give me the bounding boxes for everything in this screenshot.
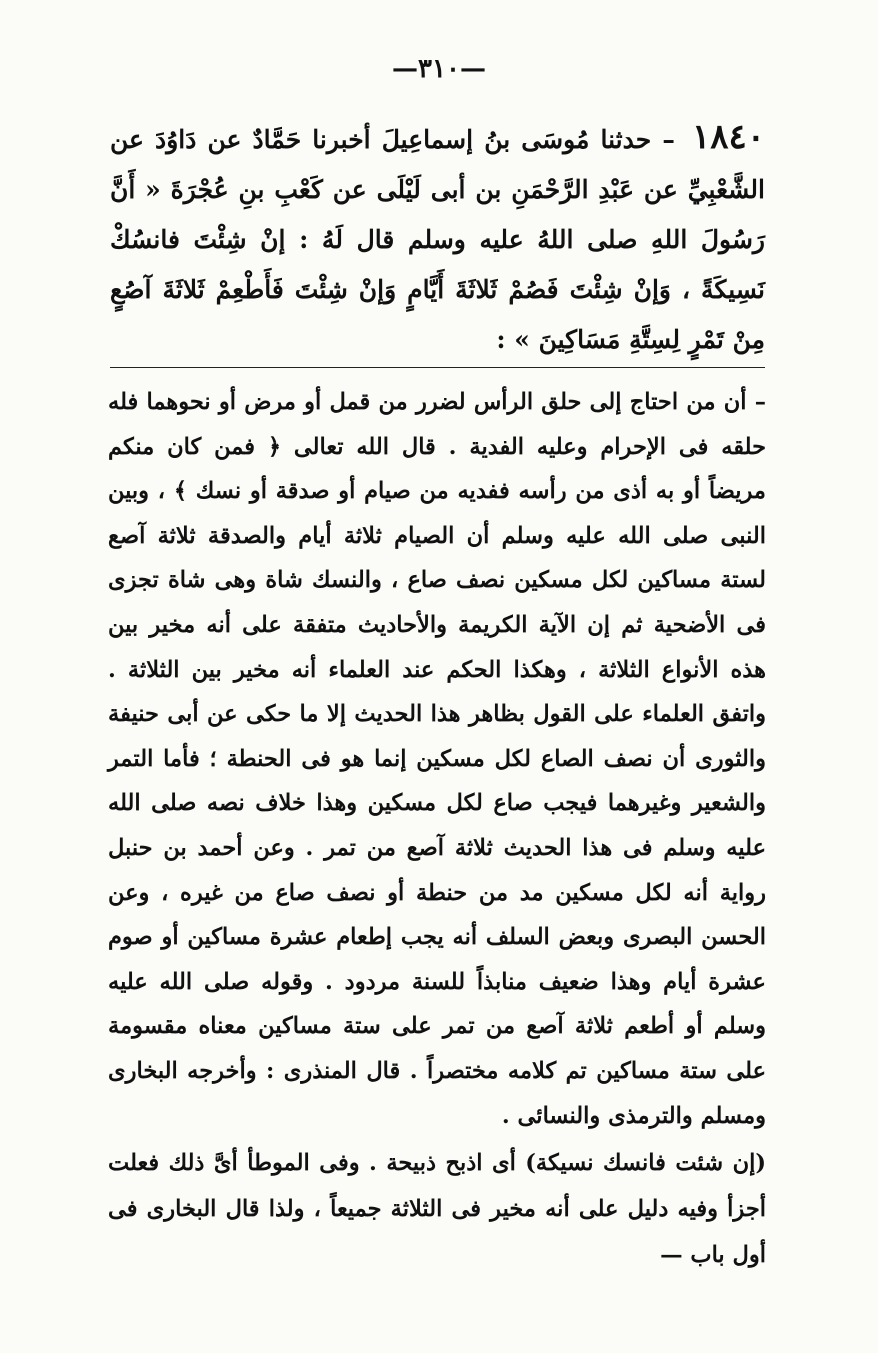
hadith-number: ١٨٤٠ [691, 117, 765, 157]
hadith-block [110, 112, 765, 365]
commentary-paragraph: – أن من احتاج إلى حلق الرأس لضرر من قمل أو مرض أو نحوهما فله حلقه فى الإحرام وعليه الفدية . قال الله تعالى ﴿ فمن كان منكم مريضاً أو به أذى من رأسه ففديه من صيام أو صدقة أو نسك ﴾ ، وبين النبى صلى الله عليه وسلم أن الصيام ثلاثة أيام والصدقة ثلاثة آصع لستة مساكين لكل مسكين نصف صاع ، والنسك شاة وهى شاة تجزى فى الأضحية ثم إن الآية الكريمة والأحاديث متفقة على أنه مخير بين هذه الأنواع الثلاثة ، وهكذا الحكم عند العلماء أنه مخير بين الثلاثة . واتفق العلماء على القول بظاهر هذا الحديث إلا ما حكى عن أبى حنيفة والثورى أن نصف الصاع لكل مسكين إنما هو فى الحنطة ؛ فأما التمر والشعير وغيرهما فيجب صاع لكل مسكين وهذا خلاف نصه صلى الله عليه وسلم فى هذا الحديث ثلاثة آصع من تمر . وعن أحمد بن حنبل رواية أنه لكل مسكين مد من حنطة أو نصف صاع من غيره ، وعن الحسن البصرى وبعض السلف أنه يجب إطعام عشرة مساكين أو صوم عشرة أيام وهذا ضعيف منابذاً للسنة مردود . وقوله صلى الله عليه وسلم أو أطعم ثلاثة آصع من تمر على ستة مساكين معناه مقسومة على ستة مساكين تم كلامه مختصراً . قال المنذرى : وأخرجه البخارى ومسلم والترمذى والنسائى . [108, 389, 766, 1129]
hadith-text: – حدثنا مُوسَى بنُ إسماعِيلَ أخبرنا حَمَّادٌ عن دَاوُدَ عن الشَّعْبِيِّ عن عَبْدِ الرَّحْمَنِ بن أبى لَيْلَى عن كَعْبِ بنِ عُجْرَةَ « أَنَّ رَسُولَ اللهِ صلى اللهُ عليه وسلم قال لَهُ : إنْ شِئْتَ فانسُكْ نَسِيكَةً ، وَإنْ شِئْتَ فَصُمْ ثَلاثَةَ أَيَّامٍ وَإنْ شِئْتَ فَأَطْعِمْ ثَلاثَةَ آصُعٍ مِنْ تَمْرٍ لِسِتَّةِ مَسَاكِينَ » : [110, 125, 765, 354]
footnote-divider [110, 367, 765, 368]
explanation-paragraph: (إن شئت فانسك نسيكة) أى اذبح ذبيحة . وفى الموطأ أىَّ ذلك فعلت أجزأ وفيه دليل على أنه مخير فى الثلاثة جميعاً ، ولذا قال البخارى فى أول باب — [108, 1150, 766, 1268]
page-number: —٣١٠— [392, 54, 486, 84]
